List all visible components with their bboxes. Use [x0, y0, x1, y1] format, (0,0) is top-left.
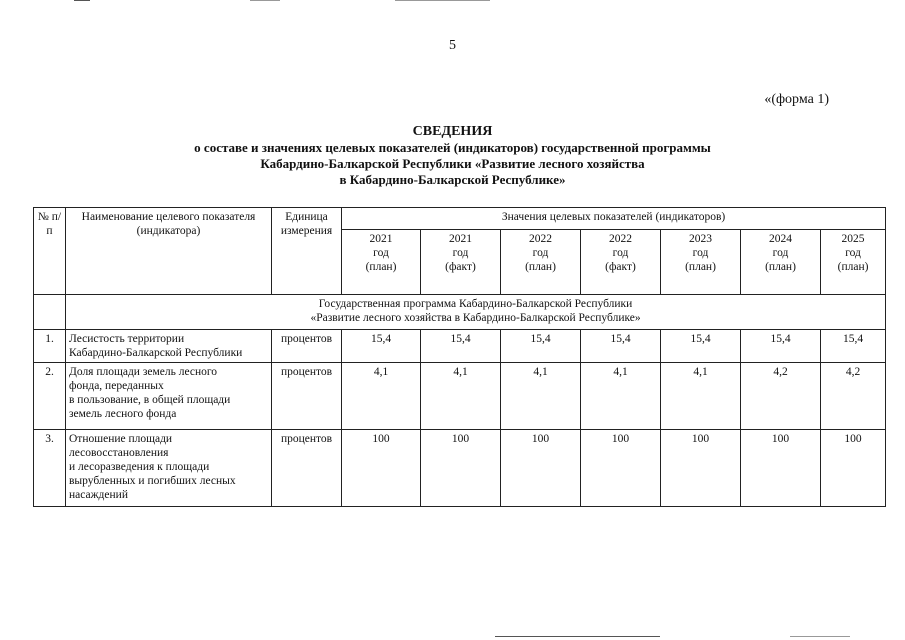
- year-label: 2024: [769, 233, 792, 245]
- year-kind: (факт): [605, 261, 636, 273]
- header-name: Наименование целевого показателя (индикатора): [66, 208, 272, 295]
- row-value: 4,1: [421, 363, 501, 430]
- row-value: 100: [821, 430, 886, 507]
- heading-line-1: о составе и значениях целевых показателей (индикаторов) государственной программы: [194, 140, 711, 155]
- row-name-line: в пользование, в общей площади: [69, 394, 231, 406]
- page-number: 5: [449, 38, 456, 53]
- form-label: «(форма 1): [764, 92, 829, 107]
- row-value: 4,1: [501, 363, 581, 430]
- heading-line-2: Кабардино-Балкарской Республики «Развитие лесного хозяйства: [260, 156, 645, 171]
- row-value: 100: [581, 430, 661, 507]
- year-header: [342, 230, 421, 295]
- scan-artifact-bottom-right: [790, 636, 850, 637]
- year-unit: год: [692, 247, 709, 259]
- year-kind: (план): [837, 261, 869, 273]
- year-unit: год: [373, 247, 389, 259]
- year-unit: год: [845, 247, 861, 259]
- row-value: 15,4: [661, 330, 741, 363]
- row-value: 15,4: [741, 330, 821, 363]
- row-num: 1.: [34, 330, 66, 363]
- header-unit: Единица измерения: [272, 208, 342, 295]
- year-label: 2021: [369, 233, 393, 245]
- year-header: [421, 230, 501, 295]
- row-value: 100: [741, 430, 821, 507]
- row-name-line: Лесистость территории: [69, 333, 185, 345]
- heading-line-3: в Кабардино-Балкарской Республике»: [339, 172, 566, 187]
- row-name-line: Кабардино-Балкарской Республики: [69, 347, 243, 359]
- year-header: [501, 230, 581, 295]
- row-name-line: вырубленных и погибших лесных: [69, 475, 236, 487]
- header-values: Значения целевых показателей (индикаторов): [342, 208, 886, 230]
- row-name: [66, 363, 272, 430]
- year-label: 2022: [529, 233, 552, 245]
- row-name-line: фонда, переданных: [69, 380, 164, 392]
- row-name: [66, 330, 272, 363]
- year-header: [821, 230, 886, 295]
- row-value: 15,4: [342, 330, 421, 363]
- row-name: [66, 430, 272, 507]
- table-row: [34, 363, 886, 430]
- document-heading: [0, 123, 905, 188]
- section-title: [66, 295, 886, 330]
- row-name-line: Отношение площади: [69, 433, 173, 445]
- year-kind: (план): [365, 261, 397, 273]
- year-kind: (план): [765, 261, 796, 273]
- row-value: 4,2: [741, 363, 821, 430]
- year-kind: (план): [525, 261, 556, 273]
- year-unit: год: [452, 247, 469, 259]
- row-value: 15,4: [421, 330, 501, 363]
- table-row: [34, 430, 886, 507]
- row-value: 4,1: [661, 363, 741, 430]
- row-name-line: насаждений: [69, 489, 128, 501]
- year-label: 2022: [609, 233, 632, 245]
- scan-artifact-top-mid: [250, 0, 280, 1]
- row-value: 100: [501, 430, 581, 507]
- year-unit: год: [612, 247, 629, 259]
- section-line-2: «Развитие лесного хозяйства в Кабардино-Балкарской Республике»: [310, 312, 641, 324]
- year-label: 2023: [689, 233, 712, 245]
- year-label: 2025: [841, 233, 865, 245]
- row-name-line: и лесоразведения к площади: [69, 461, 210, 473]
- year-label: 2021: [449, 233, 472, 245]
- indicators-table: [33, 207, 886, 507]
- section-line-1: Государственная программа Кабардино-Балкарской Республики: [318, 298, 633, 310]
- year-kind: (факт): [445, 261, 476, 273]
- header-row: [34, 208, 886, 230]
- row-value: 4,1: [581, 363, 661, 430]
- table-row: [34, 330, 886, 363]
- row-unit: процентов: [272, 330, 342, 363]
- row-unit: процентов: [272, 430, 342, 507]
- section-row: [34, 295, 886, 330]
- row-value: 100: [421, 430, 501, 507]
- section-num-cell: [34, 295, 66, 330]
- row-value: 100: [342, 430, 421, 507]
- heading-title: СВЕДЕНИЯ: [412, 124, 493, 139]
- row-value: 15,4: [581, 330, 661, 363]
- row-unit: процентов: [272, 363, 342, 430]
- row-name-line: Доля площади земель лесного: [69, 366, 218, 378]
- row-value: 4,2: [821, 363, 886, 430]
- row-value: 15,4: [501, 330, 581, 363]
- year-header: [661, 230, 741, 295]
- year-kind: (план): [685, 261, 716, 273]
- row-value: 100: [661, 430, 741, 507]
- row-value: 4,1: [342, 363, 421, 430]
- row-value: 15,4: [821, 330, 886, 363]
- year-header: [741, 230, 821, 295]
- scan-artifact-bottom: [495, 636, 660, 637]
- scan-artifact-top-left: [74, 0, 90, 1]
- year-unit: год: [532, 247, 549, 259]
- row-num: 3.: [34, 430, 66, 507]
- row-num: 2.: [34, 363, 66, 430]
- header-num: № п/п: [34, 208, 66, 295]
- scan-artifact-top-right: [395, 0, 490, 1]
- year-header: [581, 230, 661, 295]
- row-name-line: земель лесного фонда: [69, 408, 177, 420]
- row-name-line: лесовосстановления: [69, 447, 169, 459]
- year-unit: год: [772, 247, 789, 259]
